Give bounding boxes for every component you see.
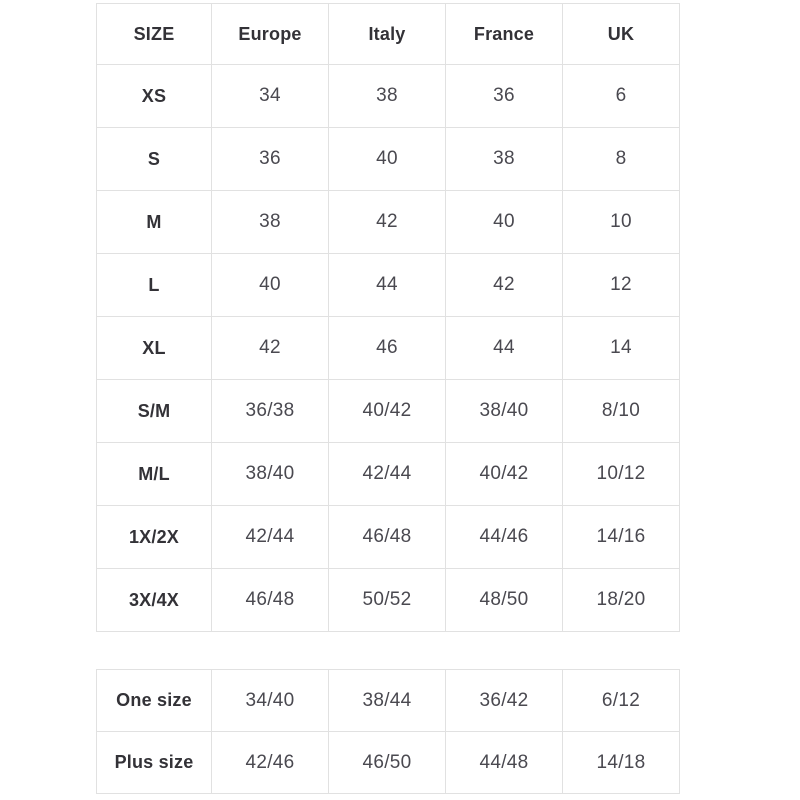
size-value-cell: 44/46 — [446, 506, 563, 569]
size-value-cell: 6/12 — [563, 670, 680, 732]
size-value-cell: 12 — [563, 254, 680, 317]
column-header-europe: Europe — [212, 4, 329, 65]
column-header-italy: Italy — [329, 4, 446, 65]
special-size-table-body — [97, 670, 680, 794]
size-value-cell: 10 — [563, 191, 680, 254]
size-value-cell: 18/20 — [563, 569, 680, 632]
size-value-cell: 46/50 — [329, 732, 446, 794]
column-header-size: SIZE — [97, 4, 212, 65]
size-value-cell: 38/44 — [329, 670, 446, 732]
size-value-cell: 42 — [446, 254, 563, 317]
size-value-cell: 36/38 — [212, 380, 329, 443]
size-label-cell: M/L — [97, 443, 212, 506]
table-row — [97, 732, 680, 794]
column-header-uk: UK — [563, 4, 680, 65]
size-value-cell: 40/42 — [329, 380, 446, 443]
size-value-cell: 42 — [329, 191, 446, 254]
size-table-body — [97, 65, 680, 632]
size-label-cell: L — [97, 254, 212, 317]
table-row — [97, 128, 680, 191]
size-value-cell: 36 — [446, 65, 563, 128]
size-value-cell: 40/42 — [446, 443, 563, 506]
size-value-cell: 38 — [446, 128, 563, 191]
size-value-cell: 10/12 — [563, 443, 680, 506]
table-row — [97, 380, 680, 443]
table-row — [97, 317, 680, 380]
table-row — [97, 443, 680, 506]
size-value-cell: 38 — [329, 65, 446, 128]
size-label-cell: Plus size — [97, 732, 212, 794]
size-value-cell: 42/46 — [212, 732, 329, 794]
size-guide — [96, 3, 679, 794]
size-value-cell: 42 — [212, 317, 329, 380]
table-row — [97, 65, 680, 128]
size-label-cell: S — [97, 128, 212, 191]
table-row — [97, 254, 680, 317]
size-label-cell: One size — [97, 670, 212, 732]
size-value-cell: 46 — [329, 317, 446, 380]
size-value-cell: 44 — [446, 317, 563, 380]
header-row — [97, 4, 680, 65]
size-value-cell: 14 — [563, 317, 680, 380]
size-value-cell: 40 — [329, 128, 446, 191]
size-value-cell: 36/42 — [446, 670, 563, 732]
size-value-cell: 46/48 — [329, 506, 446, 569]
size-value-cell: 46/48 — [212, 569, 329, 632]
size-value-cell: 8 — [563, 128, 680, 191]
size-value-cell: 48/50 — [446, 569, 563, 632]
size-label-cell: XS — [97, 65, 212, 128]
size-value-cell: 38/40 — [212, 443, 329, 506]
size-value-cell: 42/44 — [212, 506, 329, 569]
size-value-cell: 44/48 — [446, 732, 563, 794]
column-header-france: France — [446, 4, 563, 65]
size-value-cell: 40 — [446, 191, 563, 254]
size-value-cell: 36 — [212, 128, 329, 191]
size-value-cell: 38 — [212, 191, 329, 254]
size-value-cell: 14/16 — [563, 506, 680, 569]
size-value-cell: 40 — [212, 254, 329, 317]
size-value-cell: 14/18 — [563, 732, 680, 794]
size-label-cell: XL — [97, 317, 212, 380]
size-label-cell: S/M — [97, 380, 212, 443]
size-label-cell: 3X/4X — [97, 569, 212, 632]
size-value-cell: 8/10 — [563, 380, 680, 443]
table-row — [97, 191, 680, 254]
table-row — [97, 506, 680, 569]
size-value-cell: 34/40 — [212, 670, 329, 732]
size-value-cell: 42/44 — [329, 443, 446, 506]
size-conversion-table — [96, 3, 680, 632]
size-value-cell: 34 — [212, 65, 329, 128]
size-label-cell: M — [97, 191, 212, 254]
special-size-table — [96, 669, 680, 794]
size-value-cell: 38/40 — [446, 380, 563, 443]
size-label-cell: 1X/2X — [97, 506, 212, 569]
size-value-cell: 6 — [563, 65, 680, 128]
size-value-cell: 44 — [329, 254, 446, 317]
size-value-cell: 50/52 — [329, 569, 446, 632]
table-row — [97, 569, 680, 632]
table-row — [97, 670, 680, 732]
